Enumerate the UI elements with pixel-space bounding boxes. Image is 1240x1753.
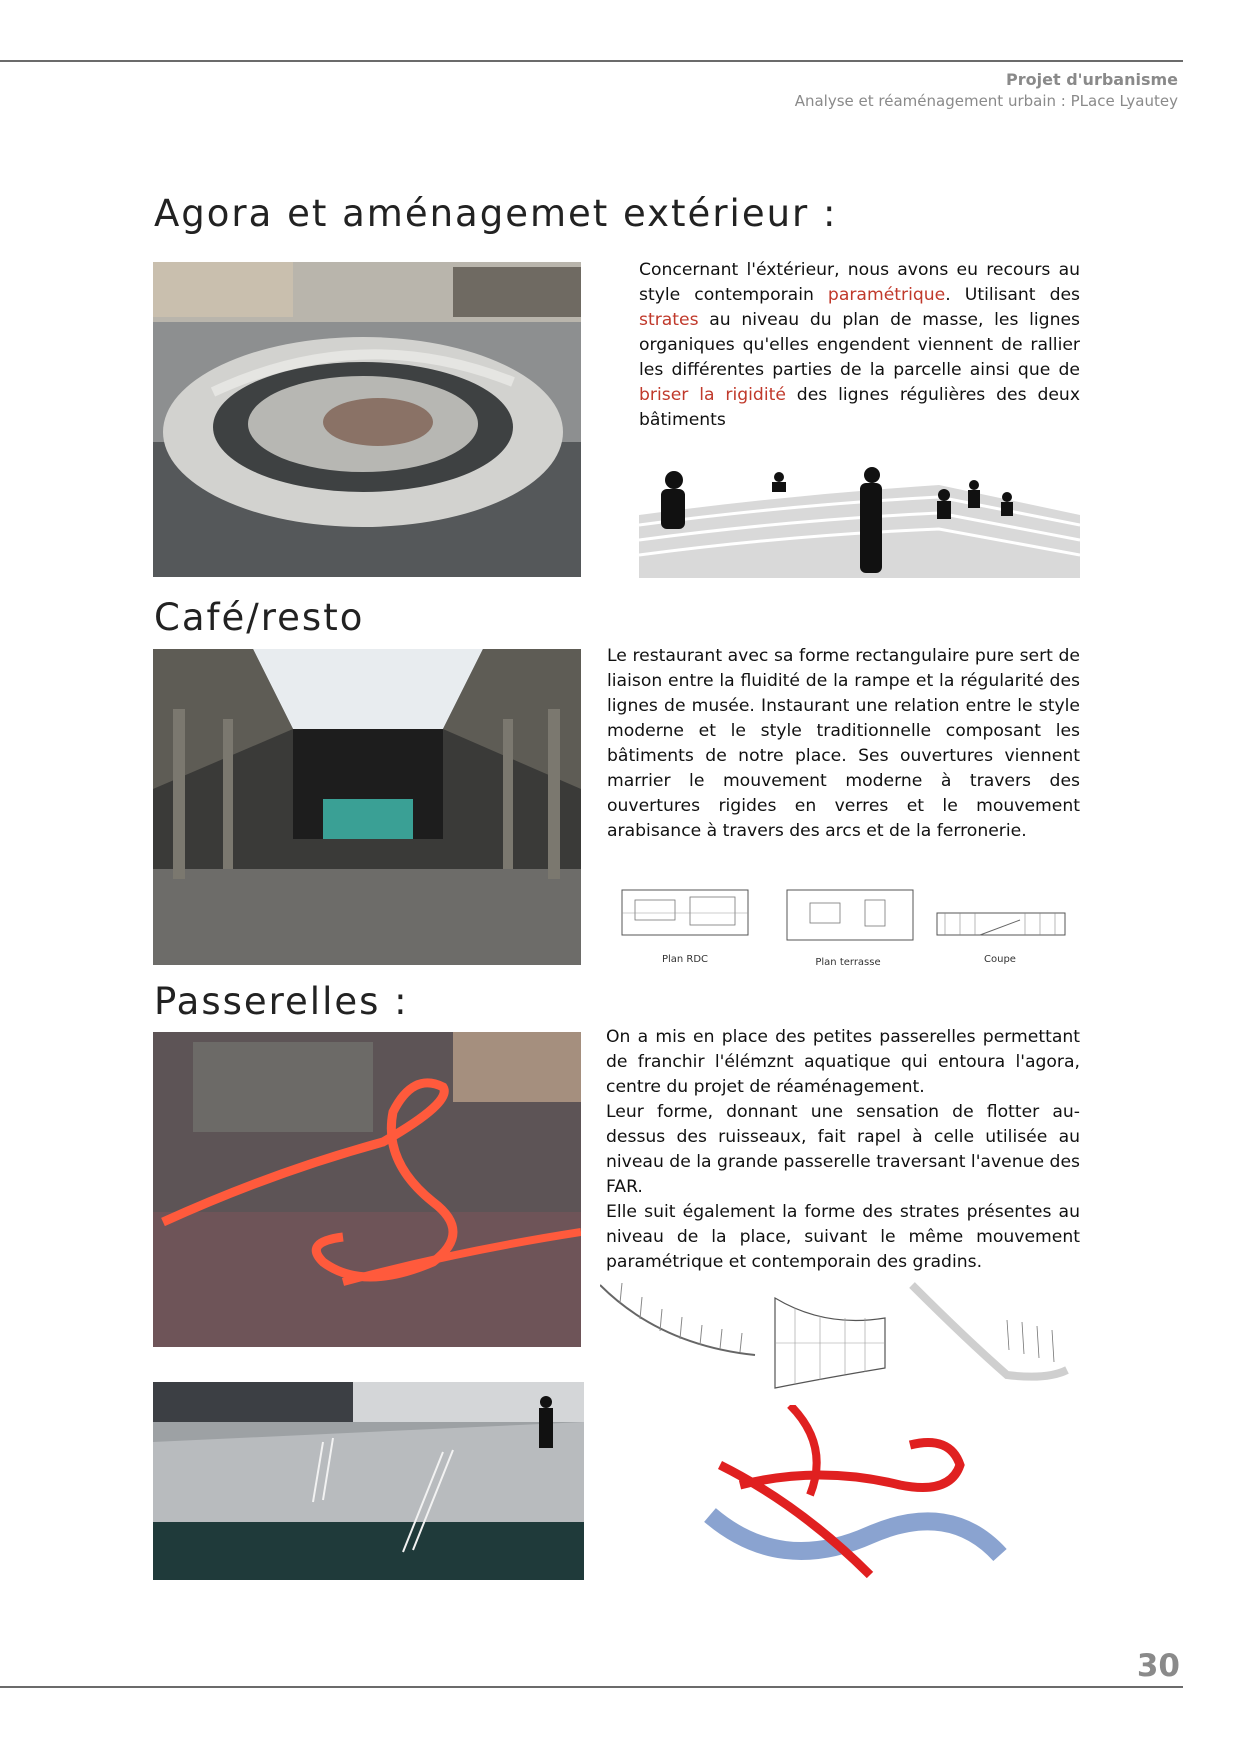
header-title: Projet d'urbanisme: [1006, 70, 1178, 89]
page-number: 30: [1136, 1648, 1180, 1684]
passerelle-aerial-render: [153, 1032, 581, 1347]
header-subtitle: Analyse et réaménagement urbain : PLace Lyautey: [794, 92, 1178, 110]
header-rule: [0, 60, 1183, 62]
plan-rdc-drawing: [620, 885, 750, 945]
caption-coupe: Coupe: [984, 954, 1016, 965]
cafe-render-image: [153, 649, 581, 965]
passerelle-street-render: [153, 1382, 584, 1580]
coupe-drawing: [935, 905, 1067, 937]
passerelle-detail-sketch-1: [600, 1275, 762, 1365]
highlight-parametrique: paramétrique: [827, 285, 946, 305]
passerelles-description: [606, 1025, 1080, 1275]
caption-plan-rdc: Plan RDC: [661, 954, 709, 965]
agora-text-1: Concernant l'éxtérieur, nous avons eu recours au style contemporain: [639, 260, 1080, 305]
passerelles-text-1: On a mis en place des petites passerelles permettant de franchir l'élémznt aquatique qui entoura l'agora, centre du projet de réaménagement.: [606, 1027, 1080, 1097]
passerelle-detail-sketch-2: [765, 1288, 895, 1393]
agora-text-2: . Utilisant des: [945, 285, 1081, 305]
passerelles-text-3: Elle suit également la forme des strates présentes au niveau de la place, suivant le même mouvement paramétrique et contemporain des gradins.: [606, 1202, 1080, 1272]
agora-text-3: au niveau du plan de masse, les lignes organiques qu'elles engendent viennent de rallier les différentes parties de la parcelle ainsi que de: [639, 310, 1080, 380]
caption-plan-terrasse: Plan terrasse: [815, 957, 881, 968]
highlight-rigidite: briser la rigidité: [639, 385, 786, 405]
section-title-agora: Agora et aménagemet extérieur :: [154, 192, 838, 235]
steps-section-diagram: [639, 455, 1080, 578]
passerelles-text-2: Leur forme, donnant une sensation de flotter au-dessus des ruisseaux, fait rapel à celle utilisée au niveau de la grande passerelle traversant l'avenue des FAR.: [606, 1102, 1080, 1197]
agora-text-4: des lignes régulières des deux bâtiments: [639, 385, 1080, 430]
section-title-passerelles: Passerelles :: [154, 980, 409, 1023]
section-title-cafe: Café/resto: [154, 596, 365, 639]
footer-rule: [0, 1686, 1183, 1688]
agora-description: [639, 258, 1080, 433]
passerelle-3d-diagram: [700, 1405, 1020, 1590]
passerelle-detail-sketch-3: [907, 1280, 1077, 1390]
highlight-strates: strates: [639, 310, 699, 330]
agora-render-image: [153, 262, 581, 577]
plan-terrasse-drawing: [785, 885, 915, 945]
cafe-description: Le restaurant avec sa forme rectangulaire pure sert de liaison entre la fluidité de la rampe et la régularité des lignes de musée. Instaurant une relation entre le style moderne et le style traditionnelle composant les bâtiments de notre place. Ses ouvertures viennent marrier le mouvement moderne à travers des ouvertures rigides en verres et le mouvement arabisance à travers des arcs et de la ferronerie.: [607, 646, 1080, 841]
